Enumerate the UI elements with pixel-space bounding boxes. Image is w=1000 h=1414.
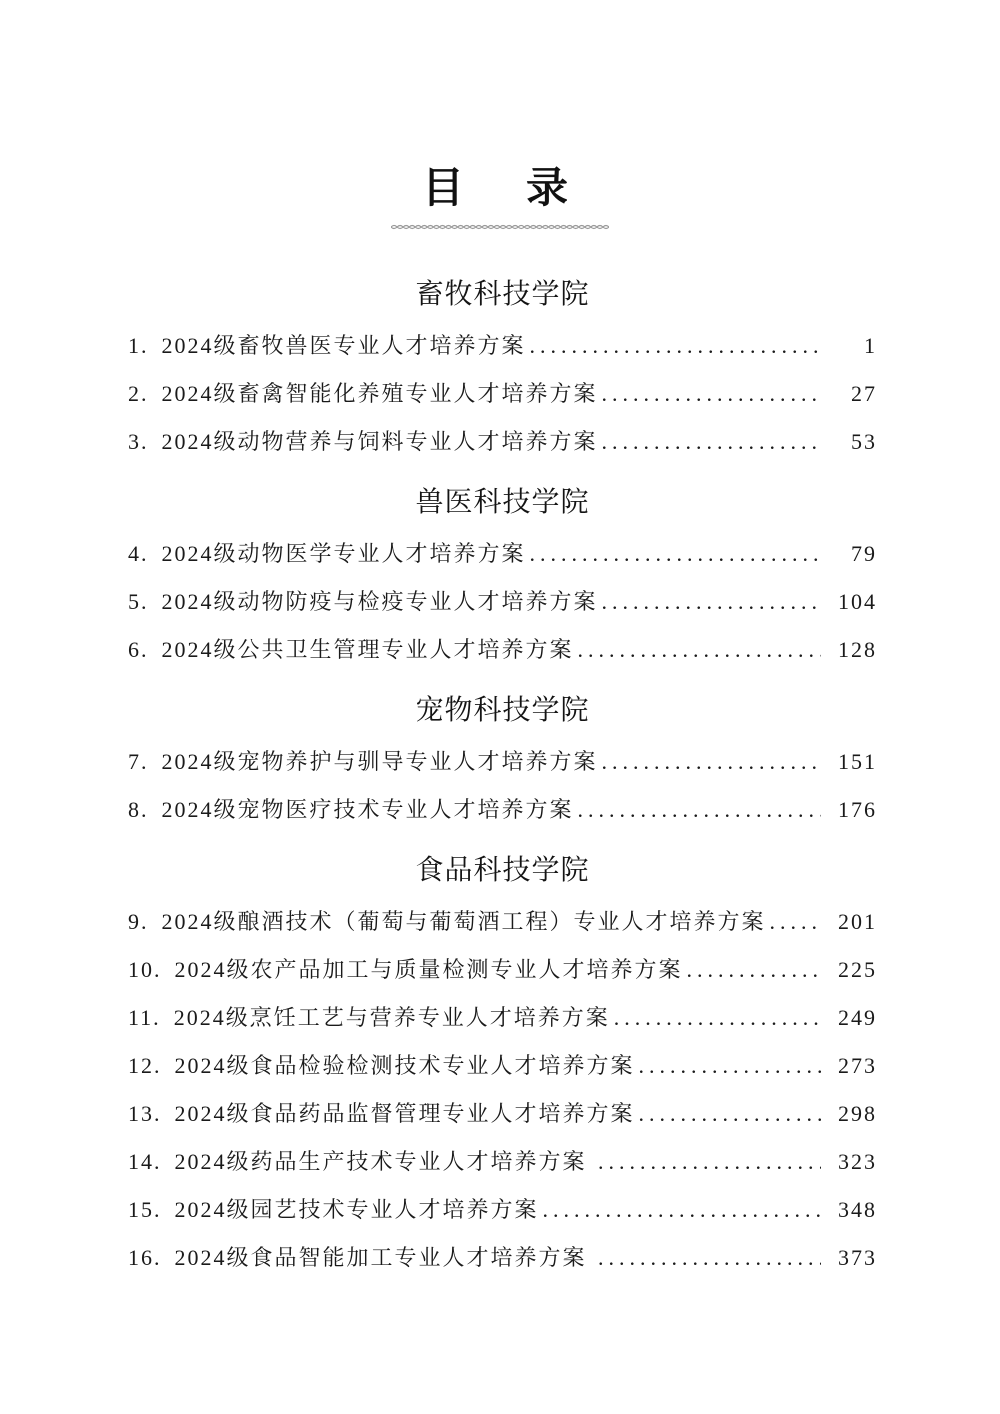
dot-leader bbox=[602, 748, 821, 776]
entry-page-number: 151 bbox=[838, 749, 877, 774]
entry-page-number: 225 bbox=[838, 957, 877, 982]
dot-leader bbox=[639, 1052, 821, 1080]
dot-leader bbox=[530, 332, 821, 360]
entry-number: 2. bbox=[128, 381, 149, 406]
dot-leader bbox=[687, 956, 821, 984]
entry-title: 2024级畜牧兽医专业人才培养方案 bbox=[161, 333, 526, 358]
toc-entry[interactable] bbox=[128, 380, 877, 408]
dot-leader bbox=[639, 1100, 821, 1128]
toc-entry[interactable] bbox=[128, 540, 877, 568]
entry-page-number: 128 bbox=[838, 637, 877, 662]
toc-entry[interactable] bbox=[128, 748, 877, 776]
entry-page-number: 373 bbox=[838, 1245, 877, 1270]
table-of-contents bbox=[0, 278, 1000, 1272]
section-heading: 兽医科技学院 bbox=[415, 486, 590, 517]
toc-entry[interactable] bbox=[128, 1052, 877, 1080]
entry-page-number: 273 bbox=[838, 1053, 877, 1078]
toc-entry[interactable] bbox=[128, 428, 877, 456]
entry-title: 2024级畜禽智能化养殖专业人才培养方案 bbox=[161, 381, 598, 406]
entry-number: 6. bbox=[128, 637, 149, 662]
entry-page-number: 104 bbox=[838, 589, 877, 614]
entry-number: 11. bbox=[128, 1005, 161, 1030]
section-entries bbox=[128, 908, 877, 1272]
entry-number: 14. bbox=[128, 1149, 162, 1174]
wavy-divider bbox=[0, 222, 1000, 232]
dot-leader bbox=[598, 1244, 821, 1272]
page-title: 目 录 bbox=[421, 166, 578, 212]
entry-number: 5. bbox=[128, 589, 149, 614]
entry-page-number: 1 bbox=[864, 333, 877, 358]
entry-page-number: 27 bbox=[851, 381, 877, 406]
dot-leader bbox=[530, 540, 821, 568]
entry-title: 2024级动物营养与饲料专业人才培养方案 bbox=[161, 429, 598, 454]
section-heading: 畜牧科技学院 bbox=[415, 278, 590, 309]
entry-title: 2024级食品检验检测技术专业人才培养方案 bbox=[174, 1053, 635, 1078]
section-entries bbox=[128, 748, 877, 824]
section-heading: 食品科技学院 bbox=[415, 854, 590, 885]
entry-number: 12. bbox=[128, 1053, 162, 1078]
toc-entry[interactable] bbox=[128, 956, 877, 984]
entry-number: 8. bbox=[128, 797, 149, 822]
section-entries bbox=[128, 332, 877, 456]
entry-title: 2024级酿酒技术（葡萄与葡萄酒工程）专业人才培养方案 bbox=[161, 909, 766, 934]
dot-leader bbox=[602, 380, 821, 408]
entry-number: 10. bbox=[128, 957, 162, 982]
entry-title: 2024级宠物医疗技术专业人才培养方案 bbox=[161, 797, 574, 822]
dot-leader bbox=[598, 1148, 821, 1176]
entry-page-number: 249 bbox=[838, 1005, 877, 1030]
entry-number: 9. bbox=[128, 909, 149, 934]
entry-page-number: 79 bbox=[851, 541, 877, 566]
dot-leader bbox=[578, 636, 821, 664]
dot-leader bbox=[578, 796, 821, 824]
toc-entry[interactable] bbox=[128, 1244, 877, 1272]
entry-number: 1. bbox=[128, 333, 149, 358]
dot-leader bbox=[770, 908, 821, 936]
toc-section bbox=[128, 486, 877, 664]
entry-title: 2024级药品生产技术专业人才培养方案 bbox=[174, 1149, 595, 1174]
toc-entry[interactable] bbox=[128, 796, 877, 824]
entry-title: 2024级烹饪工艺与营养专业人才培养方案 bbox=[173, 1005, 610, 1030]
toc-entry[interactable] bbox=[128, 908, 877, 936]
dot-leader bbox=[602, 588, 821, 616]
entry-page-number: 323 bbox=[838, 1149, 877, 1174]
toc-entry[interactable] bbox=[128, 636, 877, 664]
entry-title: 2024级动物防疫与检疫专业人才培养方案 bbox=[161, 589, 598, 614]
toc-entry[interactable] bbox=[128, 588, 877, 616]
dot-leader bbox=[614, 1004, 821, 1032]
entry-number: 3. bbox=[128, 429, 149, 454]
toc-entry[interactable] bbox=[128, 332, 877, 360]
entry-page-number: 201 bbox=[838, 909, 877, 934]
entry-title: 2024级动物医学专业人才培养方案 bbox=[161, 541, 526, 566]
toc-entry[interactable] bbox=[128, 1196, 877, 1224]
entry-title: 2024级食品药品监督管理专业人才培养方案 bbox=[174, 1101, 635, 1126]
entry-number: 7. bbox=[128, 749, 149, 774]
dot-leader bbox=[602, 428, 821, 456]
toc-section bbox=[128, 854, 877, 1272]
section-heading: 宠物科技学院 bbox=[415, 694, 590, 725]
entry-page-number: 348 bbox=[838, 1197, 877, 1222]
section-entries bbox=[128, 540, 877, 664]
entry-number: 13. bbox=[128, 1101, 162, 1126]
toc-section bbox=[128, 694, 877, 824]
toc-section bbox=[128, 278, 877, 456]
entry-title: 2024级农产品加工与质量检测专业人才培养方案 bbox=[174, 957, 683, 982]
entry-title: 2024级宠物养护与驯导专业人才培养方案 bbox=[161, 749, 598, 774]
entry-page-number: 176 bbox=[838, 797, 877, 822]
entry-page-number: 298 bbox=[838, 1101, 877, 1126]
entry-title: 2024级食品智能加工专业人才培养方案 bbox=[174, 1245, 595, 1270]
entry-page-number: 53 bbox=[851, 429, 877, 454]
dot-leader bbox=[543, 1196, 821, 1224]
entry-number: 4. bbox=[128, 541, 149, 566]
entry-title: 2024级公共卫生管理专业人才培养方案 bbox=[161, 637, 574, 662]
toc-entry[interactable] bbox=[128, 1004, 877, 1032]
entry-number: 15. bbox=[128, 1197, 162, 1222]
toc-entry[interactable] bbox=[128, 1100, 877, 1128]
entry-title: 2024级园艺技术专业人才培养方案 bbox=[174, 1197, 539, 1222]
toc-entry[interactable] bbox=[128, 1148, 877, 1176]
entry-number: 16. bbox=[128, 1245, 162, 1270]
